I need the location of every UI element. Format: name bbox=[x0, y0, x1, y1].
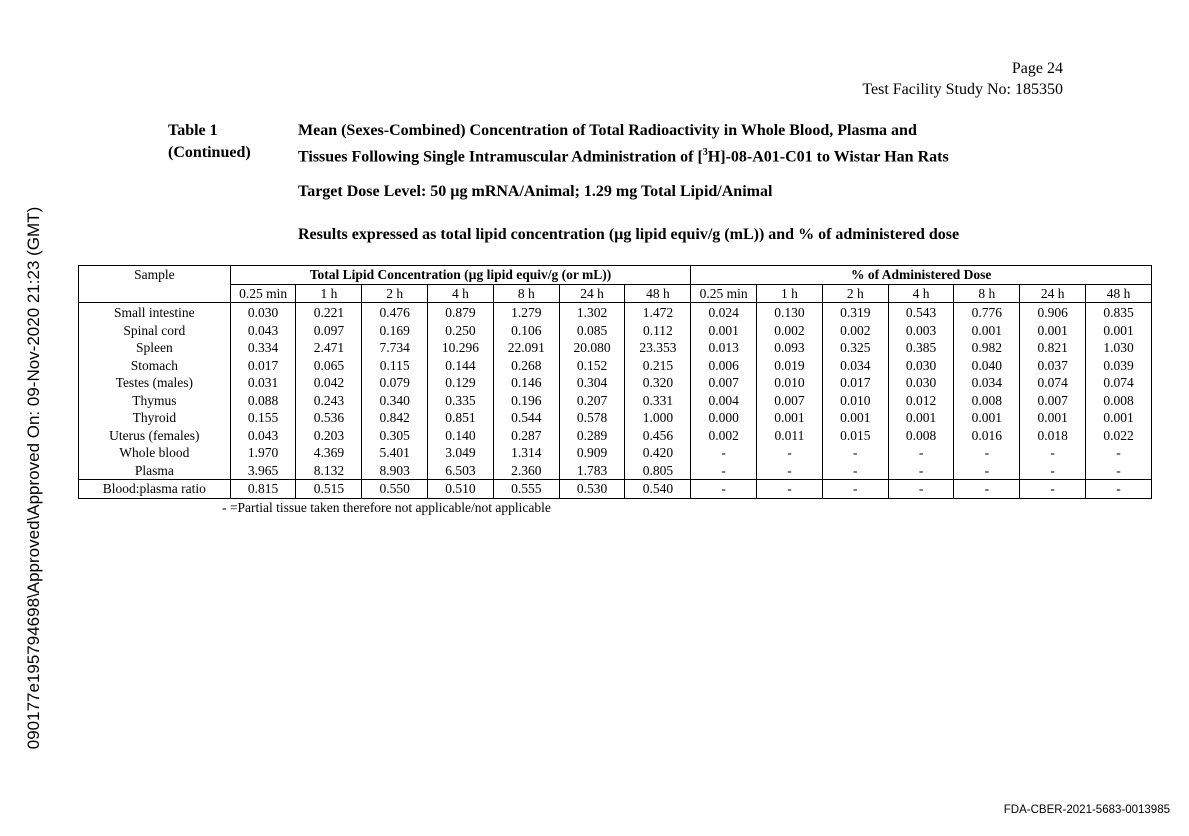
dose-percent-cell: - bbox=[1086, 462, 1152, 480]
concentration-cell: 0.146 bbox=[493, 374, 559, 392]
concentration-cell: 0.578 bbox=[559, 409, 625, 427]
dose-percent-cell: 0.001 bbox=[822, 409, 888, 427]
concentration-cell: 0.017 bbox=[230, 357, 296, 375]
dose-percent-cell: - bbox=[1086, 444, 1152, 462]
page-number: Page 24 bbox=[1011, 60, 1063, 77]
concentration-cell: 0.544 bbox=[493, 409, 559, 427]
sample-name: Whole blood bbox=[79, 444, 231, 462]
dose-percent-cell: 0.001 bbox=[954, 409, 1020, 427]
dose-percent-cell: - bbox=[822, 480, 888, 499]
dose-percent-cell: 0.010 bbox=[757, 374, 823, 392]
dose-percent-cell: 0.001 bbox=[1086, 409, 1152, 427]
dose-percent-cell: 0.030 bbox=[888, 357, 954, 375]
concentration-cell: 1.970 bbox=[230, 444, 296, 462]
timepoint-header: 2 h bbox=[822, 284, 888, 303]
dose-percent-cell: 0.019 bbox=[757, 357, 823, 375]
dose-percent-cell: 0.001 bbox=[1020, 322, 1086, 340]
sample-name: Thyroid bbox=[79, 409, 231, 427]
table-row bbox=[79, 322, 1152, 340]
concentration-cell: 0.031 bbox=[230, 374, 296, 392]
dose-percent-cell: 0.004 bbox=[691, 392, 757, 410]
dose-percent-cell: 0.013 bbox=[691, 339, 757, 357]
dose-percent-cell: 0.002 bbox=[757, 322, 823, 340]
table-row bbox=[79, 480, 1152, 499]
lipid-concentration-header: Total Lipid Concentration (µg lipid equiv/g (or mL)) bbox=[230, 266, 691, 285]
administered-dose-header: % of Administered Dose bbox=[691, 266, 1152, 285]
dose-level: Target Dose Level: 50 µg mRNA/Animal; 1.29 mg Total Lipid/Animal bbox=[298, 183, 773, 200]
dose-percent-cell: 0.003 bbox=[888, 322, 954, 340]
concentration-cell: 0.215 bbox=[625, 357, 691, 375]
dose-percent-cell: 0.037 bbox=[1020, 357, 1086, 375]
timepoint-header: 8 h bbox=[954, 284, 1020, 303]
concentration-cell: 1.279 bbox=[493, 303, 559, 322]
timepoint-header: 4 h bbox=[428, 284, 494, 303]
dose-percent-cell: 0.016 bbox=[954, 427, 1020, 445]
concentration-cell: 3.965 bbox=[230, 462, 296, 480]
dose-percent-cell: - bbox=[1086, 480, 1152, 499]
concentration-cell: 0.340 bbox=[362, 392, 428, 410]
dose-percent-cell: 0.543 bbox=[888, 303, 954, 322]
dose-percent-cell: 1.030 bbox=[1086, 339, 1152, 357]
dose-percent-cell: 0.982 bbox=[954, 339, 1020, 357]
concentration-cell: 5.401 bbox=[362, 444, 428, 462]
dose-percent-cell: - bbox=[822, 444, 888, 462]
dose-percent-cell: - bbox=[757, 444, 823, 462]
sample-name: Blood:plasma ratio bbox=[79, 480, 231, 499]
concentration-cell: 0.043 bbox=[230, 427, 296, 445]
concentration-cell: 0.106 bbox=[493, 322, 559, 340]
concentration-cell: 1.314 bbox=[493, 444, 559, 462]
document-id: FDA-CBER-2021-5683-0013985 bbox=[1003, 804, 1170, 816]
sample-name: Spleen bbox=[79, 339, 231, 357]
dose-percent-cell: - bbox=[888, 444, 954, 462]
concentration-cell: 0.334 bbox=[230, 339, 296, 357]
timepoint-header: 1 h bbox=[296, 284, 362, 303]
timepoint-header: 48 h bbox=[1086, 284, 1152, 303]
concentration-cell: 0.207 bbox=[559, 392, 625, 410]
dose-percent-cell: 0.018 bbox=[1020, 427, 1086, 445]
concentration-cell: 22.091 bbox=[493, 339, 559, 357]
concentration-cell: 1.783 bbox=[559, 462, 625, 480]
dose-percent-cell: - bbox=[888, 480, 954, 499]
study-number: Test Facility Study No: 185350 bbox=[862, 81, 1063, 98]
dose-percent-cell: 0.034 bbox=[954, 374, 1020, 392]
concentration-cell: 0.851 bbox=[428, 409, 494, 427]
concentration-cell: 0.144 bbox=[428, 357, 494, 375]
concentration-cell: 0.550 bbox=[362, 480, 428, 499]
concentration-cell: 0.097 bbox=[296, 322, 362, 340]
concentration-cell: 0.088 bbox=[230, 392, 296, 410]
dose-percent-cell: - bbox=[822, 462, 888, 480]
concentration-cell: 0.115 bbox=[362, 357, 428, 375]
concentration-cell: 0.320 bbox=[625, 374, 691, 392]
concentration-cell: 0.536 bbox=[296, 409, 362, 427]
dose-percent-cell: 0.007 bbox=[1020, 392, 1086, 410]
concentration-cell: 1.302 bbox=[559, 303, 625, 322]
dose-percent-cell: - bbox=[691, 462, 757, 480]
dose-percent-cell: - bbox=[1020, 480, 1086, 499]
sample-name: Testes (males) bbox=[79, 374, 231, 392]
concentration-cell: 0.287 bbox=[493, 427, 559, 445]
dose-percent-cell: 0.093 bbox=[757, 339, 823, 357]
dose-percent-cell: 0.007 bbox=[691, 374, 757, 392]
table-label-continued: (Continued) bbox=[168, 144, 251, 161]
timepoint-header: 0.25 min bbox=[691, 284, 757, 303]
concentration-cell: 2.360 bbox=[493, 462, 559, 480]
dose-percent-cell: 0.008 bbox=[888, 427, 954, 445]
timepoint-header: 8 h bbox=[493, 284, 559, 303]
concentration-cell: 0.289 bbox=[559, 427, 625, 445]
concentration-cell: 0.515 bbox=[296, 480, 362, 499]
table-footnote: - =Partial tissue taken therefore not applicable/not applicable bbox=[222, 500, 551, 515]
table-label: Table 1 bbox=[168, 122, 218, 139]
dose-percent-cell: 0.001 bbox=[1086, 322, 1152, 340]
concentration-cell: 8.903 bbox=[362, 462, 428, 480]
dose-percent-cell: 0.385 bbox=[888, 339, 954, 357]
concentration-cell: 0.140 bbox=[428, 427, 494, 445]
concentration-cell: 0.112 bbox=[625, 322, 691, 340]
concentration-cell: 0.085 bbox=[559, 322, 625, 340]
timepoint-header: 48 h bbox=[625, 284, 691, 303]
dose-percent-cell: 0.000 bbox=[691, 409, 757, 427]
concentration-cell: 0.243 bbox=[296, 392, 362, 410]
results-description: Results expressed as total lipid concentration (µg lipid equiv/g (mL)) and % of administered dose bbox=[298, 226, 960, 243]
concentration-cell: 0.879 bbox=[428, 303, 494, 322]
approval-stamp: 090177e195794698\Approved\Approved On: 09-Nov-2020 21:23 (GMT) bbox=[24, 206, 43, 750]
dose-percent-cell: 0.821 bbox=[1020, 339, 1086, 357]
concentration-cell: 0.555 bbox=[493, 480, 559, 499]
dose-percent-cell: - bbox=[691, 444, 757, 462]
dose-percent-cell: 0.012 bbox=[888, 392, 954, 410]
concentration-cell: 2.471 bbox=[296, 339, 362, 357]
concentration-cell: 0.909 bbox=[559, 444, 625, 462]
page-header bbox=[862, 58, 1063, 100]
table-row bbox=[79, 427, 1152, 445]
dose-percent-cell: 0.010 bbox=[822, 392, 888, 410]
sample-name: Small intestine bbox=[79, 303, 231, 322]
dose-percent-cell: 0.008 bbox=[954, 392, 1020, 410]
dose-percent-cell: 0.776 bbox=[954, 303, 1020, 322]
dose-percent-cell: 0.906 bbox=[1020, 303, 1086, 322]
concentration-cell: 0.221 bbox=[296, 303, 362, 322]
concentration-cell: 0.169 bbox=[362, 322, 428, 340]
dose-percent-cell: 0.325 bbox=[822, 339, 888, 357]
dose-percent-cell: - bbox=[1020, 462, 1086, 480]
dose-percent-cell: 0.024 bbox=[691, 303, 757, 322]
dose-percent-cell: - bbox=[954, 480, 1020, 499]
concentration-cell: 8.132 bbox=[296, 462, 362, 480]
concentration-cell: 0.203 bbox=[296, 427, 362, 445]
concentration-cell: 0.042 bbox=[296, 374, 362, 392]
dose-percent-cell: 0.011 bbox=[757, 427, 823, 445]
concentration-cell: 0.842 bbox=[362, 409, 428, 427]
timepoint-header: 1 h bbox=[757, 284, 823, 303]
concentration-cell: 0.530 bbox=[559, 480, 625, 499]
dose-percent-cell: - bbox=[757, 462, 823, 480]
dose-percent-cell: 0.001 bbox=[757, 409, 823, 427]
dose-percent-cell: 0.001 bbox=[691, 322, 757, 340]
dose-percent-cell: - bbox=[954, 444, 1020, 462]
dose-percent-cell: 0.022 bbox=[1086, 427, 1152, 445]
timepoint-header: 0.25 min bbox=[230, 284, 296, 303]
concentration-cell: 20.080 bbox=[559, 339, 625, 357]
radioactivity-table bbox=[78, 265, 1152, 499]
table-row bbox=[79, 357, 1152, 375]
concentration-cell: 0.335 bbox=[428, 392, 494, 410]
dose-percent-cell: - bbox=[757, 480, 823, 499]
timepoint-header: 4 h bbox=[888, 284, 954, 303]
table-row bbox=[79, 392, 1152, 410]
dose-percent-cell: 0.007 bbox=[757, 392, 823, 410]
dose-percent-cell: 0.017 bbox=[822, 374, 888, 392]
dose-percent-cell: 0.001 bbox=[954, 322, 1020, 340]
concentration-cell: 0.043 bbox=[230, 322, 296, 340]
table-title-line2: Tissues Following Single Intramuscular Administration of [$^3$H]-08-A01-C01 to Wistar Han Rats bbox=[298, 147, 949, 166]
dose-percent-cell: - bbox=[888, 462, 954, 480]
table-row bbox=[79, 462, 1152, 480]
dose-percent-cell: 0.001 bbox=[1020, 409, 1086, 427]
dose-percent-cell: 0.001 bbox=[888, 409, 954, 427]
dose-percent-cell: 0.008 bbox=[1086, 392, 1152, 410]
concentration-cell: 0.196 bbox=[493, 392, 559, 410]
dose-percent-cell: 0.835 bbox=[1086, 303, 1152, 322]
concentration-cell: 0.250 bbox=[428, 322, 494, 340]
concentration-cell: 23.353 bbox=[625, 339, 691, 357]
table-row bbox=[79, 303, 1152, 322]
table-row bbox=[79, 409, 1152, 427]
concentration-cell: 0.815 bbox=[230, 480, 296, 499]
concentration-cell: 4.369 bbox=[296, 444, 362, 462]
concentration-cell: 1.000 bbox=[625, 409, 691, 427]
dose-percent-cell: 0.015 bbox=[822, 427, 888, 445]
concentration-cell: 0.331 bbox=[625, 392, 691, 410]
concentration-cell: 0.065 bbox=[296, 357, 362, 375]
concentration-cell: 0.030 bbox=[230, 303, 296, 322]
table-row bbox=[79, 339, 1152, 357]
dose-percent-cell: 0.074 bbox=[1020, 374, 1086, 392]
dose-percent-cell: 0.030 bbox=[888, 374, 954, 392]
concentration-cell: 0.304 bbox=[559, 374, 625, 392]
concentration-cell: 1.472 bbox=[625, 303, 691, 322]
concentration-cell: 0.510 bbox=[428, 480, 494, 499]
concentration-cell: 0.268 bbox=[493, 357, 559, 375]
sample-name: Thymus bbox=[79, 392, 231, 410]
dose-percent-cell: 0.130 bbox=[757, 303, 823, 322]
table-row bbox=[79, 374, 1152, 392]
concentration-cell: 6.503 bbox=[428, 462, 494, 480]
dose-percent-cell: 0.002 bbox=[822, 322, 888, 340]
dose-percent-cell: 0.002 bbox=[691, 427, 757, 445]
dose-percent-cell: 0.006 bbox=[691, 357, 757, 375]
dose-percent-cell: 0.040 bbox=[954, 357, 1020, 375]
concentration-cell: 0.155 bbox=[230, 409, 296, 427]
dose-percent-cell: 0.039 bbox=[1086, 357, 1152, 375]
concentration-cell: 7.734 bbox=[362, 339, 428, 357]
concentration-cell: 0.456 bbox=[625, 427, 691, 445]
sample-name: Uterus (females) bbox=[79, 427, 231, 445]
sample-name: Stomach bbox=[79, 357, 231, 375]
concentration-cell: 0.476 bbox=[362, 303, 428, 322]
sample-column-header: Sample bbox=[79, 266, 231, 303]
concentration-cell: 0.805 bbox=[625, 462, 691, 480]
concentration-cell: 10.296 bbox=[428, 339, 494, 357]
dose-percent-cell: - bbox=[954, 462, 1020, 480]
table-caption bbox=[168, 120, 949, 168]
timepoint-header: 24 h bbox=[1020, 284, 1086, 303]
concentration-cell: 0.152 bbox=[559, 357, 625, 375]
table-title-line1: Mean (Sexes-Combined) Concentration of Total Radioactivity in Whole Blood, Plasma and bbox=[298, 122, 917, 139]
timepoint-header: 24 h bbox=[559, 284, 625, 303]
concentration-cell: 0.540 bbox=[625, 480, 691, 499]
dose-percent-cell: - bbox=[691, 480, 757, 499]
sample-name: Spinal cord bbox=[79, 322, 231, 340]
timepoint-header: 2 h bbox=[362, 284, 428, 303]
dose-percent-cell: 0.319 bbox=[822, 303, 888, 322]
concentration-cell: 3.049 bbox=[428, 444, 494, 462]
dose-percent-cell: 0.034 bbox=[822, 357, 888, 375]
dose-percent-cell: - bbox=[1020, 444, 1086, 462]
concentration-cell: 0.305 bbox=[362, 427, 428, 445]
dose-percent-cell: 0.074 bbox=[1086, 374, 1152, 392]
concentration-cell: 0.129 bbox=[428, 374, 494, 392]
table-row bbox=[79, 444, 1152, 462]
concentration-cell: 0.420 bbox=[625, 444, 691, 462]
concentration-cell: 0.079 bbox=[362, 374, 428, 392]
sample-name: Plasma bbox=[79, 462, 231, 480]
